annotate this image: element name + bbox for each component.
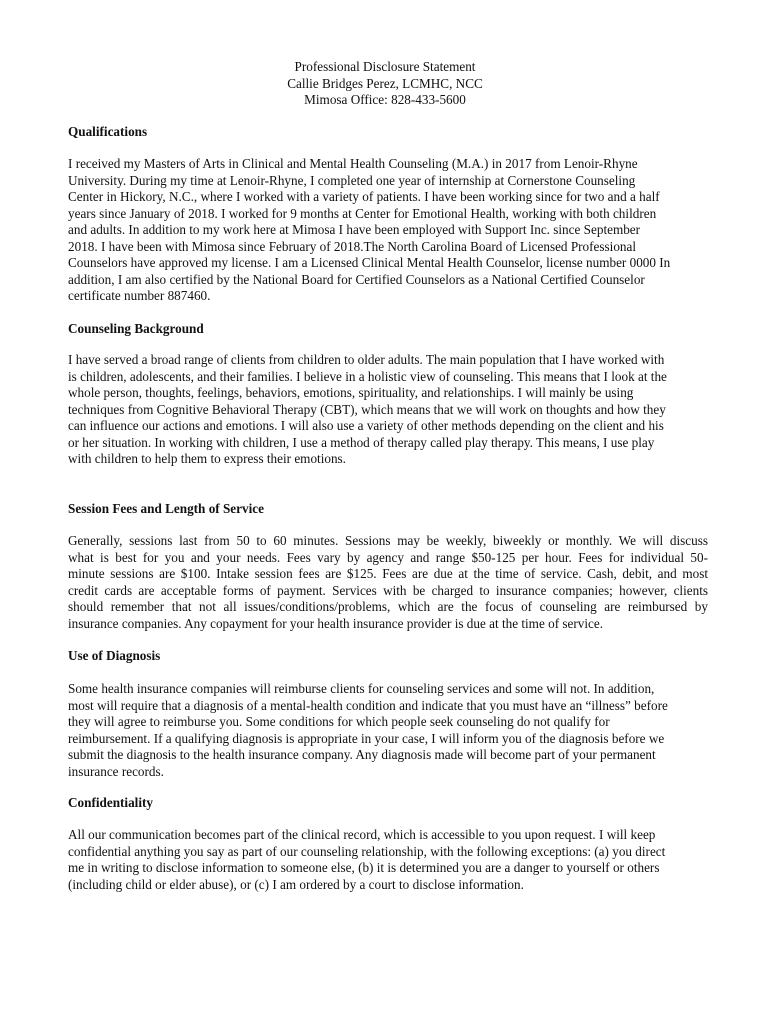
text-line: and adults. In addition to my work here at Mimosa I have been employed with Support Inc. since September [68,222,641,238]
paragraph-session-fees [68,533,708,632]
text-line: can influence our actions and emotions. I will also use a variety of other methods depending on the client and his [68,418,664,434]
office-phone: Mimosa Office: 828-433-5600 [304,92,466,107]
text-line: addition, I am also certified by the National Board for Certified Counselors as a National Certified Counselor [68,271,645,287]
text-line: what is best for you and your needs. Fees vary by agency and range $50-125 per hour. Fees for individual 50- [68,549,708,565]
text-line: All our communication becomes part of the clinical record, which is accessible to you upon request. I will keep [68,827,656,842]
text-line: whole person, thoughts, feelings, behaviors, emotions, spirituality, and relationships. I will mainly be using [68,385,634,401]
text-line: Counselors have approved my license. I am a Licensed Clinical Mental Health Counselor, license number 0000 In [68,255,671,271]
heading-use-of-diagnosis: Use of Diagnosis [68,648,161,663]
paragraph-use-of-diagnosis [68,681,708,780]
document-header [0,59,770,109]
heading-confidentiality: Confidentiality [68,795,153,810]
heading-counseling-background: Counseling Background [68,321,204,336]
text-line: I have served a broad range of clients from children to older adults. The main population that I have worked with [68,352,665,367]
text-line: University. During my time at Lenoir-Rhyne, I completed one year of internship at Cornerstone Counseling [68,172,636,188]
text-line: insurance companies. Any copayment for your health insurance provider is due at the time of service. [68,615,604,631]
text-line: is children, adolescents, and their families. I believe in a holistic view of counseling. This means that I look at the [68,368,667,384]
text-line: insurance records. [68,763,164,779]
paragraph-counseling-background [68,352,708,468]
text-line: (including child or elder abuse), or (c) I am ordered by a court to disclose information. [68,876,524,892]
text-line: they will agree to reimburse you. Some conditions for which people seek counseling do not qualify for [68,714,610,730]
text-line: or her situation. In working with children, I use a method of therapy called play therapy. This means, I use play [68,434,655,450]
text-line: submit the diagnosis to the health insurance company. Any diagnosis made will become part of your permanent [68,747,656,763]
heading-qualifications: Qualifications [68,124,148,139]
text-line: techniques from Cognitive Behavioral Therapy (CBT), which means that we will work on thoughts and how they [68,401,666,417]
text-line: with children to help them to express their emotions. [68,451,346,467]
text-line: I received my Masters of Arts in Clinical and Mental Health Counseling (M.A.) in 2017 from Lenoir-Rhyne [68,156,638,171]
text-line: Generally, sessions last from 50 to 60 minutes. Sessions may be weekly, biweekly or monthly. We will discuss [68,533,708,548]
heading-session-fees: Session Fees and Length of Service [68,501,264,516]
text-line: minute sessions are $100. Intake session fees are $125. Fees are due at the time of service. Cash, debit, and most [68,566,708,582]
document-title: Professional Disclosure Statement [294,59,476,74]
text-line: credit cards are acceptable forms of payment. Services with be charged to insurance companies; however, clients [68,582,708,598]
text-line: confidential anything you say as part of our counseling relationship, with the following exceptions: (a) you direct [68,843,666,859]
counselor-name: Callie Bridges Perez, LCMHC, NCC [287,75,483,91]
text-line: should remember that not all issues/conditions/problems, which are the focus of counseling are reimbursed by [68,599,708,615]
paragraph-qualifications [68,156,708,305]
paragraph-confidentiality [68,827,708,893]
text-line: me in writing to disclose information to someone else, (b) it is determined you are a danger to yourself or others [68,860,660,876]
text-line: years since January of 2018. I worked for 9 months at Center for Emotional Health, working with both children [68,205,657,221]
text-line: Some health insurance companies will reimburse clients for counseling services and some will not. In addition, [68,681,655,696]
text-line: most will require that a diagnosis of a mental-health condition and indicate that you must have an “illness” before [68,697,668,713]
text-line: 2018. I have been with Mimosa since February of 2018.The North Carolina Board of Licensed Professional [68,238,637,254]
text-line: certificate number 887460. [68,288,211,304]
text-line: Center in Hickory, N.C., where I worked with a variety of patients. I have been working since for two and a half [68,189,660,205]
text-line: reimbursement. If a qualifying diagnosis is appropriate in your case, I will inform you of the diagnosis before we [68,730,665,746]
